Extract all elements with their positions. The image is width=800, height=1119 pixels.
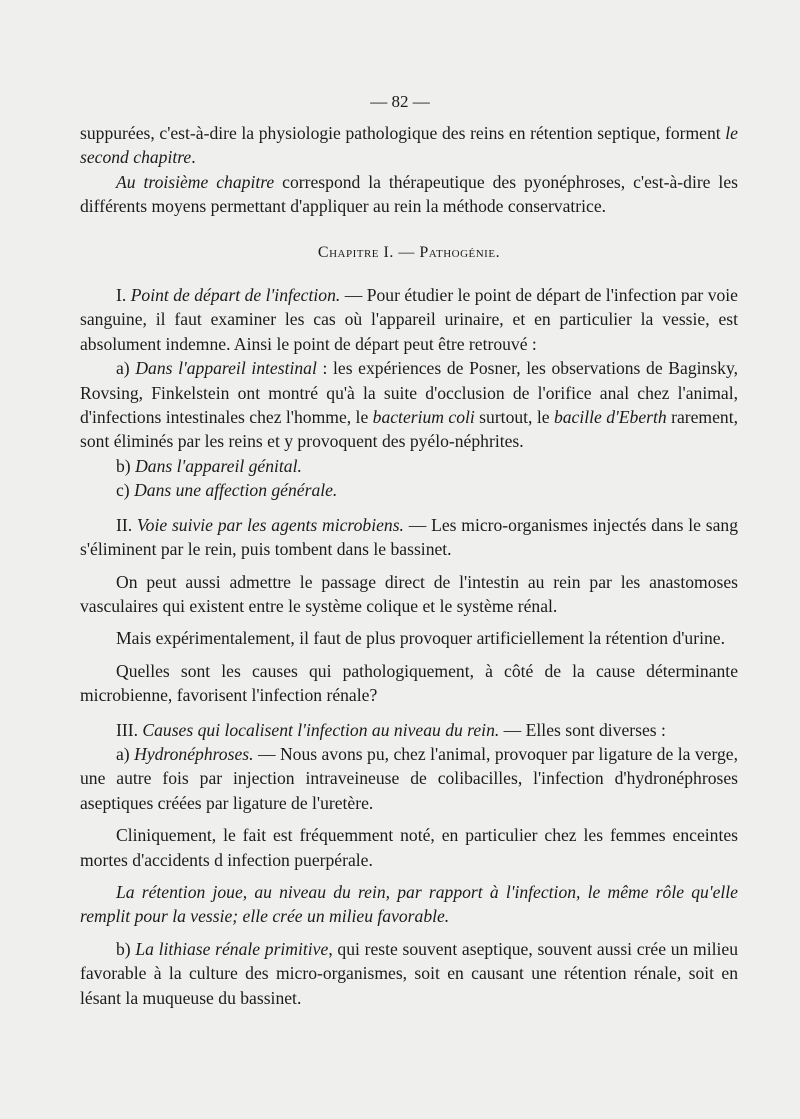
section-1 xyxy=(80,283,738,356)
text: c) xyxy=(116,480,135,501)
italic-text: Hydronéphroses. xyxy=(134,743,254,764)
paragraph: On peut aussi admettre le passage direct de l'intestin au rein par les anastomoses vasculaires qui existent entre le système colique et le système rénal. xyxy=(80,571,738,616)
text: II. xyxy=(116,514,137,535)
page-body xyxy=(80,121,738,1010)
paragraph xyxy=(80,121,738,170)
paragraph xyxy=(80,170,738,219)
text: a) xyxy=(116,743,135,764)
text: — Elles sont diverses : xyxy=(499,719,666,740)
italic-text: Dans l'appareil génital. xyxy=(135,455,302,476)
text: b) xyxy=(116,938,136,959)
text: I. xyxy=(116,285,131,306)
text: : les expériences de Posner, les observations de Baginsky, Rovsing, Finkelstein ont montré qu'à la suite d'occlusion de l'orifice anal chez l'animal, d'infections intestinales chez l'homme, le xyxy=(80,358,738,428)
section-title: Causes qui localisent l'infection au niveau du rein. xyxy=(142,719,500,740)
italic-text: La rétention joue, au niveau du rein, par rapport à l'infection, le même rôle qu'elle remplit pour la vessie; elle crée un milieu favorable. xyxy=(80,881,738,927)
text: , qui reste souvent aseptique, souvent aussi crée un milieu favorable à la culture des micro-organismes, soit en causant une rétention rénale, soit en lésant la muqueuse du bassinet. xyxy=(80,938,738,1008)
italic-text: bacille d'Eberth xyxy=(553,407,667,428)
text: — Les micro-organismes injectés dans le sang s'éliminent par le rein, puis tombent dans le bassinet. xyxy=(80,514,738,560)
item-a xyxy=(80,742,738,815)
section-title: Voie suivie par les agents microbiens. xyxy=(136,514,404,535)
section-2 xyxy=(80,513,738,562)
italic-paragraph xyxy=(80,880,738,929)
italic-text: Dans une affection générale. xyxy=(134,480,338,501)
text: III. xyxy=(116,719,143,740)
page-number: — 82 — xyxy=(370,92,430,111)
text: a) xyxy=(116,358,136,379)
italic-text: Au troisième chapitre xyxy=(116,171,275,192)
text: suppurées, c'est-à-dire la physiologie pathologique des reins en rétention septique, forment xyxy=(80,123,726,143)
item-a xyxy=(80,356,738,454)
italic-text: le second chapitre xyxy=(80,123,738,168)
item-b xyxy=(80,454,738,478)
item-c xyxy=(80,478,738,502)
text: . xyxy=(191,147,196,168)
italic-text: bacterium coli xyxy=(372,407,475,428)
text: correspond la thérapeutique des pyonéphroses, c'est-à-dire les différents moyens permettant d'appliquer au rein la méthode conservatrice. xyxy=(80,171,738,217)
section-3 xyxy=(80,718,738,742)
paragraph: Quelles sont les causes qui pathologiquement, à côté de la cause déterminante microbienne, favorisent l'infection rénale? xyxy=(80,660,738,706)
paragraph: Cliniquement, le fait est fréquemment noté, en particulier chez les femmes enceintes mortes d'accidents d infection puerpérale. xyxy=(80,825,738,870)
paragraph: Mais expérimentalement, il faut de plus provoquer artificiellement la rétention d'urine. xyxy=(116,628,725,649)
text: b) xyxy=(116,455,136,476)
text: surtout, le xyxy=(474,407,554,428)
text: — Nous avons pu, chez l'animal, provoquer par ligature de la verge, une autre fois par injection intraveineuse de colibacilles, l'infection d'hydronéphroses aseptiques créées par ligature de l'uretère. xyxy=(80,743,738,813)
italic-text: Dans l'appareil intestinal xyxy=(135,358,317,379)
item-b xyxy=(80,937,738,1010)
italic-text: La lithiase rénale primitive xyxy=(135,938,329,959)
chapter-heading: Chapitre I. — Pathogénie. xyxy=(317,243,501,261)
text: — Pour étudier le point de départ de l'infection par voie sanguine, il faut examiner les cas où l'appareil urinaire, et en particulier la vessie, est absolument indemne. Ainsi le point de départ peut être retrouvé : xyxy=(80,285,738,354)
section-title: Point de départ de l'infection. xyxy=(130,285,341,306)
text: rarement, sont éliminés par les reins et y provoquent des pyélo-néphrites. xyxy=(80,407,739,452)
